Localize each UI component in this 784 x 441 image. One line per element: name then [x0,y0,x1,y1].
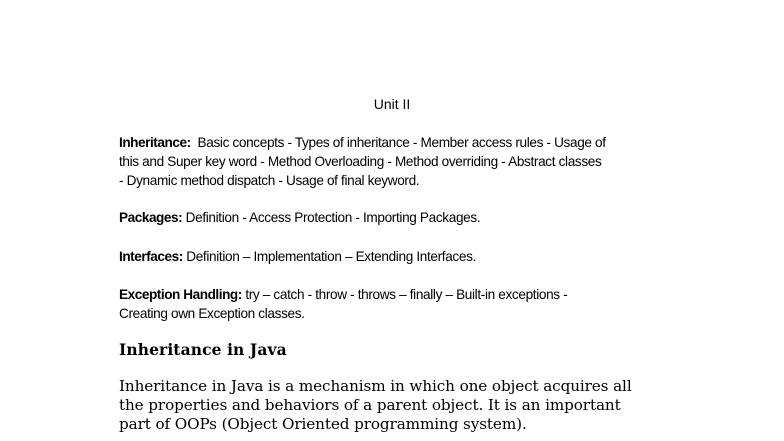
exception-text-1: try – catch - throw - throws – finally – Built-in exceptions - [245,287,568,302]
exception-topics [119,285,679,323]
interfaces-line [119,247,679,266]
packages-text: Definition - Access Protection - Importing Packages. [185,210,481,225]
inheritance-text-3: - Dynamic method dispatch - Usage of final keyword. [119,173,420,188]
inheritance-text-2: this and Super key word - Method Overloading - Method overriding - Abstract classes [119,154,602,169]
exception-text-2: Creating own Exception classes. [119,306,305,321]
interfaces-label: Interfaces: [119,249,183,264]
unit-title: Unit II [373,96,411,112]
inheritance-line-1 [119,133,679,152]
paragraph-line-3: part of OOPs (Object Oriented programming system). [119,415,527,433]
interfaces-text: Definition – Implementation – Extending Interfaces. [186,249,476,264]
paragraph-line-1: Inheritance in Java is a mechanism in which one object acquires all [119,377,632,395]
interfaces-topics [119,247,679,266]
packages-label: Packages: [119,210,183,225]
exception-label: Exception Handling: [119,287,242,302]
packages-line [119,208,679,227]
inheritance-label: Inheritance: [119,135,191,150]
paragraph-line-2: the properties and behaviors of a parent object. It is an important [119,396,621,414]
inheritance-paragraph [119,377,679,434]
inheritance-text-1: Basic concepts - Types of inheritance - Member access rules - Usage of [194,135,606,150]
inheritance-in-java-heading: Inheritance in Java [119,340,287,359]
packages-topics [119,208,679,227]
exception-line-1 [119,285,679,304]
inheritance-topics [119,133,679,190]
